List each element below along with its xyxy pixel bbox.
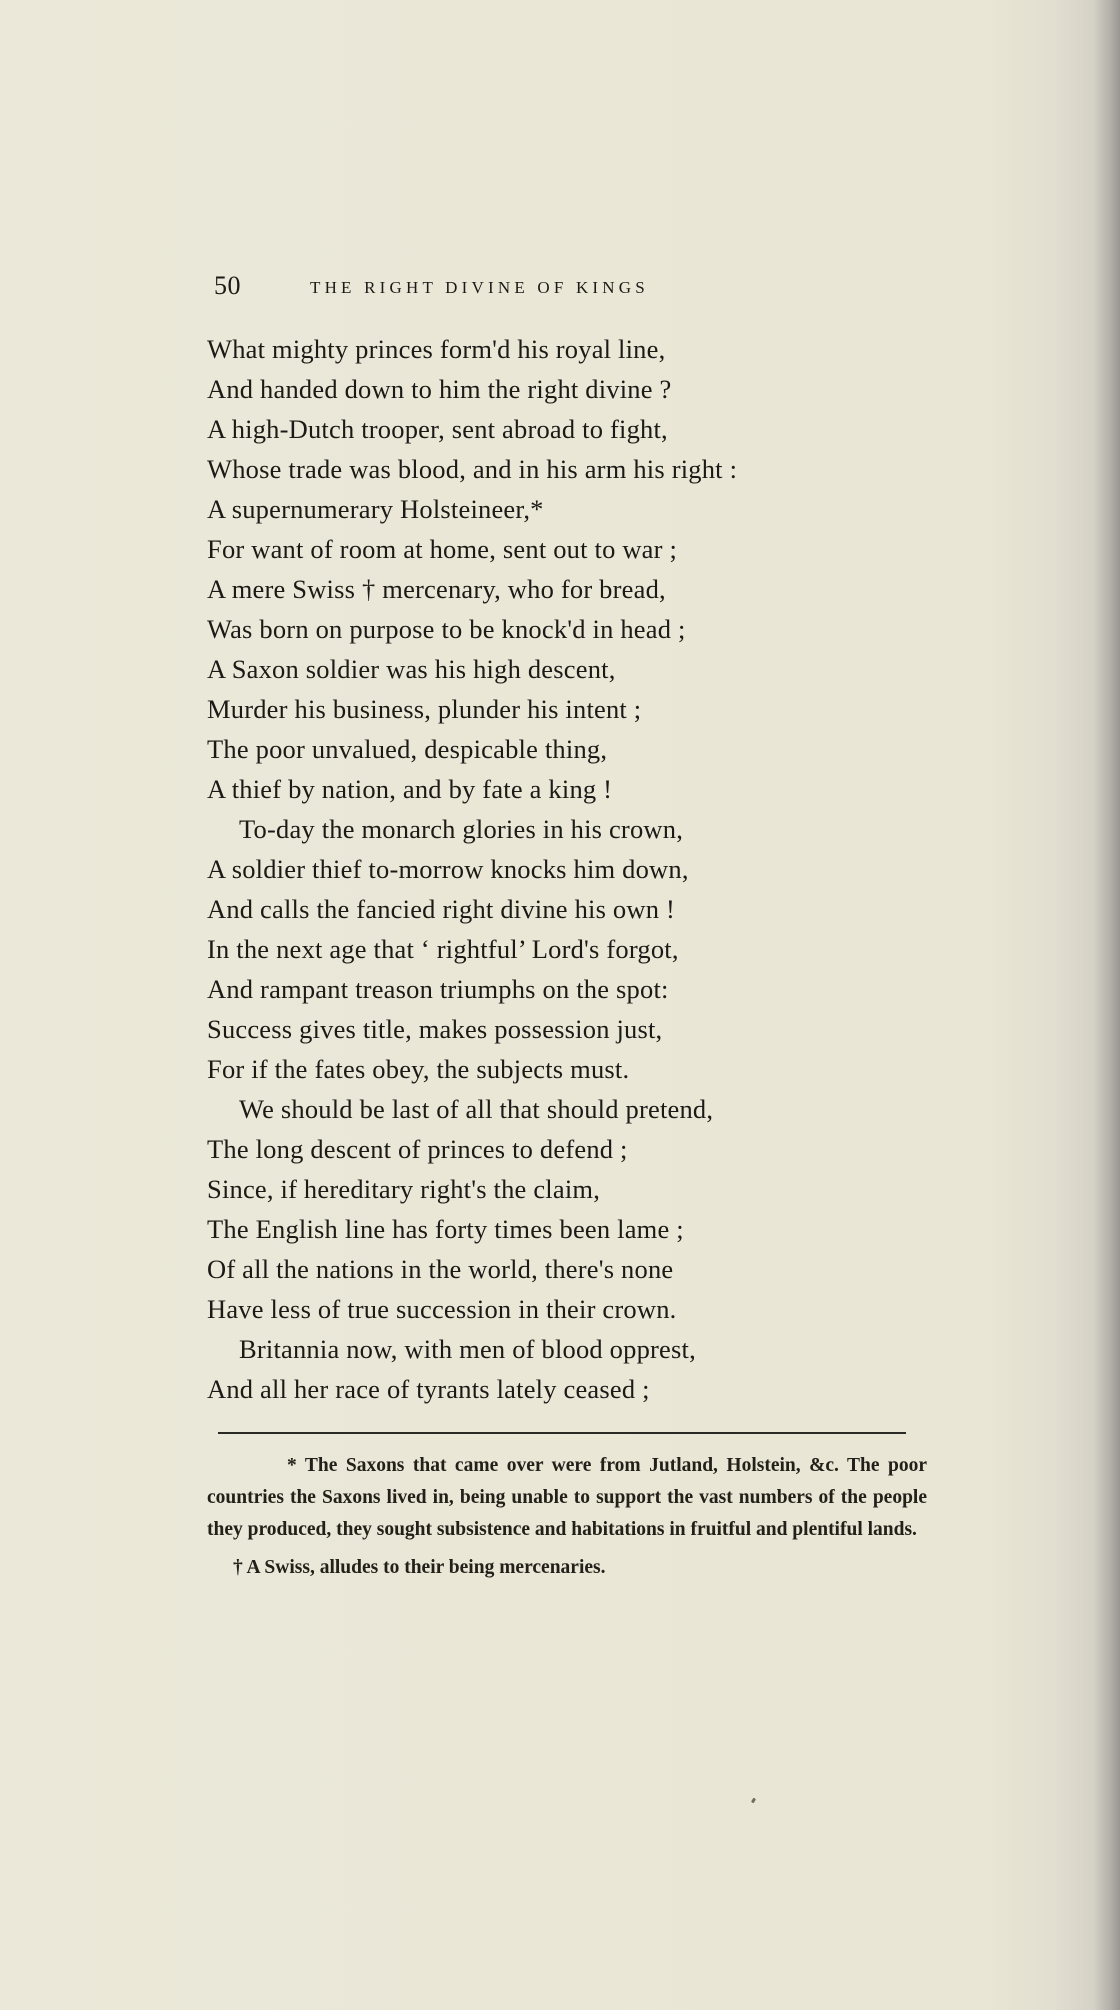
poem-line: What mighty princes form'd his royal line,: [207, 334, 666, 364]
poem-line: A thief by nation, and by fate a king !: [207, 774, 613, 804]
poem-line: Was born on purpose to be knock'd in head ;: [207, 614, 686, 644]
poem-line: We should be last of all that should pretend,: [239, 1094, 714, 1124]
poem-line: And all her race of tyrants lately ceased ;: [207, 1374, 650, 1404]
poem-line: Murder his business, plunder his intent ;: [207, 694, 642, 724]
poem-line: Success gives title, makes possession just,: [207, 1014, 663, 1044]
running-head: THE RIGHT DIVINE OF KINGS: [310, 278, 649, 297]
poem-line: Britannia now, with men of blood opprest,: [239, 1334, 696, 1364]
poem-line: And handed down to him the right divine ?: [207, 374, 672, 404]
poem-line: And rampant treason triumphs on the spot:: [207, 974, 669, 1004]
poem-line: In the next age that ‘ rightful’ Lord's forgot,: [207, 934, 679, 964]
poem-line: And calls the fancied right divine his own !: [207, 894, 676, 924]
poem-line: Since, if hereditary right's the claim,: [207, 1174, 601, 1204]
paper-speck: [751, 1798, 756, 1804]
poem-line: The long descent of princes to defend ;: [207, 1134, 628, 1164]
binding-shadow: [1094, 0, 1120, 2010]
footnote-rule: [218, 1432, 906, 1434]
page-number: 50: [214, 271, 241, 300]
poem-line: Have less of true succession in their crown.: [207, 1294, 677, 1324]
poem-line: To-day the monarch glories in his crown,: [239, 814, 684, 844]
poem-line: A supernumerary Holsteineer,*: [207, 494, 544, 524]
poem-line: A soldier thief to-morrow knocks him down,: [207, 854, 689, 884]
poem-line: A high-Dutch trooper, sent abroad to fight,: [207, 414, 668, 444]
page-header: [214, 271, 814, 311]
poem-line: For if the fates obey, the subjects must.: [207, 1054, 630, 1084]
poem-line: The English line has forty times been lame ;: [207, 1214, 684, 1244]
poem-line: A Saxon soldier was his high descent,: [207, 654, 616, 684]
footnote-swiss: † A Swiss, alludes to their being mercenaries.: [233, 1557, 606, 1578]
poem-line: A mere Swiss † mercenary, who for bread,: [207, 574, 666, 604]
poem-line: Of all the nations in the world, there's none: [207, 1254, 674, 1284]
poem-line: The poor unvalued, despicable thing,: [207, 734, 608, 764]
poem-line: Whose trade was blood, and in his arm his right :: [207, 454, 738, 484]
poem-body: [207, 329, 887, 1409]
footnotes: [207, 1450, 927, 1584]
poem-line: For want of room at home, sent out to war ;: [207, 534, 678, 564]
footnote-saxons: * The Saxons that came over were from Jutland, Holstein, &c. The poor countries the Saxons lived in, being unable to support the vast numbers of the people they produced, they sought subsistence and habitations in fruitful and plentiful lands.: [207, 1455, 927, 1540]
